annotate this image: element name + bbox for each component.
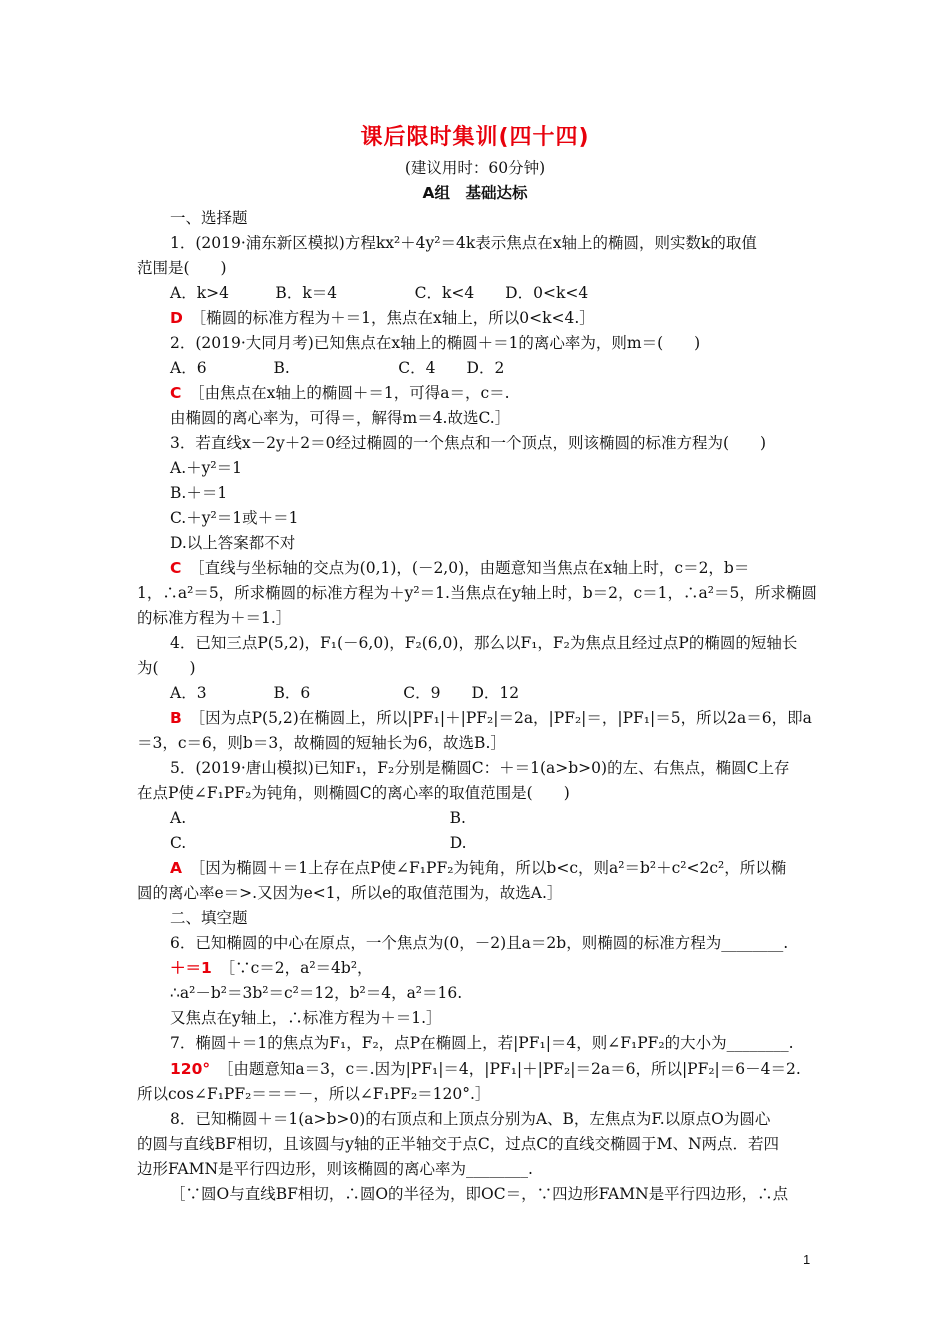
line-text: ∴a²－b²＝3b²＝c²＝12，b²＝4，a²＝16. [170,984,463,1002]
answer-key: C [170,384,182,402]
text-line [170,856,850,880]
text-line [170,681,850,705]
text-line [170,706,850,730]
page-subtitle: (建议用时：60分钟) [404,159,546,177]
line-text: 由椭圆的离心率为，可得＝，解得m＝4.故选C.］ [170,409,511,427]
text-line [137,581,817,605]
line-text: 1．(2019·浦东新区模拟)方程kx²＋4y²＝4k表示焦点在x轴上的椭圆，则实数k的取值 [170,234,757,252]
line-text: 4．已知三点P(5,2)，F₁(－6,0)，F₂(6,0)，那么以F₁，F₂为焦点且经过点P的椭圆的短轴长 [170,634,798,652]
line-text: 又焦点在y轴上，∴标准方程为＋＝1.］ [170,1009,442,1027]
line-text: 3．若直线x－2y＋2＝0经过椭圆的一个焦点和一个顶点，则该椭圆的标准方程为( ) [170,434,767,452]
text-line [137,656,817,680]
text-line [137,1132,817,1156]
line-text: C. D. [170,834,467,852]
page-title: 课后限时集训(四十四) [360,125,590,150]
line-text: A. B. [170,809,466,827]
page-number: 1 [803,1252,811,1267]
text-line [170,806,850,830]
group-heading: A组 基础达标 [422,184,528,202]
text-line [170,906,850,930]
text-line [137,781,817,805]
line-text: 在点P使∠F₁PF₂为钝角，则椭圆C的离心率的取值范围是( ) [137,784,570,802]
text-line [170,231,850,255]
line-text: ＝3，c＝6，则b＝3，故椭圆的短轴长为6，故选B.］ [137,734,506,752]
text-line [170,981,850,1005]
answer-key: ＋＝1 [170,959,212,977]
text-line [170,531,850,555]
line-text: A．3 B．6 C．9 D．12 [170,684,520,702]
answer-key: D [170,309,183,327]
text-line [137,1082,817,1106]
line-text: 范围是( ) [137,259,227,277]
text-line [170,756,850,780]
text-line [170,1006,850,1030]
line-text: B.＋＝1 [170,484,228,502]
text-line [170,1031,850,1055]
text-line [170,506,850,530]
line-text: A．k>4 B．k＝4 C．k<4 D．0<k<4 [170,284,589,302]
answer-key: B [170,709,182,727]
line-text: 一、选择题 [170,209,248,227]
text-line [170,281,850,305]
text-line [170,431,850,455]
text-line [170,406,850,430]
line-text: ［直线与坐标轴的交点为(0,1)，(－2,0)，由题意知当焦点在x轴上时，c＝2，b＝ [196,559,750,577]
text-line [170,356,850,380]
text-line [170,956,850,980]
text-line [170,831,850,855]
line-text: C.＋y²＝1或＋＝1 [170,509,299,527]
line-text: 的标准方程为＋＝1.］ [137,609,292,627]
answer-key: 120° [170,1060,211,1078]
line-text: 圆的离心率e＝>.又因为e<1，所以e的取值范围为，故选A.］ [137,884,563,902]
text-line [170,331,850,355]
line-text: ［因为椭圆＋＝1上存在点P使∠F₁PF₂为钝角，所以b<c，则a²＝b²＋c²<2c²，所以椭 [197,859,787,877]
text-line [170,381,850,405]
line-text: A．6 B. C．4 D．2 [170,359,505,377]
line-text: 1，∴a²＝5，所求椭圆的标准方程为＋y²＝1.当焦点在y轴上时，b＝2，c＝1，∴a²＝5，所求椭圆 [137,584,817,602]
text-line [170,206,850,230]
text-line [137,606,817,630]
line-text: 7．椭圆＋＝1的焦点为F₁，F₂，点P在椭圆上，若|PF₁|＝4，则∠F₁PF₂的大小为________. [170,1034,794,1052]
line-text: 边形FAMN是平行四边形，则该椭圆的离心率为________. [137,1160,533,1178]
line-text: ［由题意知a＝3，c＝.因为|PF₁|＝4，|PF₁|＋|PF₂|＝2a＝6，所以|PF₂|＝6－4＝2. [225,1060,801,1078]
answer-key: A [170,859,182,877]
text-line [170,631,850,655]
text-line [137,731,817,755]
text-line [170,481,850,505]
line-text: ［由焦点在x轴上的椭圆＋＝1，可得a＝，c＝. [196,384,510,402]
line-text: D.以上答案都不对 [170,534,296,552]
text-line [170,306,850,330]
text-line [170,931,850,955]
text-line [170,1182,850,1206]
text-line [137,256,817,280]
text-line [137,881,817,905]
line-text: 所以cos∠F₁PF₂＝＝＝－，所以∠F₁PF₂＝120°.］ [137,1085,491,1103]
line-text: ［因为点P(5,2)在椭圆上，所以|PF₁|＋|PF₂|＝2a，|PF₂|＝，|PF₁|＝5，所以2a＝6，即a [197,709,812,727]
text-line [170,1107,850,1131]
line-text: 的圆与直线BF相切，且该圆与y轴的正半轴交于点C，过点C的直线交椭圆于M、N两点．若四 [137,1135,780,1153]
answer-key: C [170,559,182,577]
line-text: 8．已知椭圆＋＝1(a>b>0)的右顶点和上顶点分别为A、B，左焦点为F.以原点O为圆心 [170,1110,771,1128]
line-text: ［∵c＝2，a²＝4b²， [227,959,373,977]
line-text: 为( ) [137,659,196,677]
line-text: A.＋y²＝1 [170,459,242,477]
line-text: 6．已知椭圆的中心在原点，一个焦点为(0，－2)且a＝2b，则椭圆的标准方程为________. [170,934,789,952]
line-text: ［∵圆O与直线BF相切，∴圆O的半径为，即OC＝，∵四边形FAMN是平行四边形，∴点 [170,1185,789,1203]
line-text: ［椭圆的标准方程为＋＝1，焦点在x轴上，所以0<k<4.］ [198,309,595,327]
text-line [170,456,850,480]
text-line [170,556,850,580]
text-line [170,1057,850,1081]
line-text: 二、填空题 [170,909,248,927]
line-text: 2．(2019·大同月考)已知焦点在x轴上的椭圆＋＝1的离心率为，则m＝( ) [170,334,701,352]
line-text: 5．(2019·唐山模拟)已知F₁，F₂分别是椭圆C：＋＝1(a>b>0)的左、右焦点，椭圆C上存 [170,759,790,777]
text-line [137,1157,817,1181]
